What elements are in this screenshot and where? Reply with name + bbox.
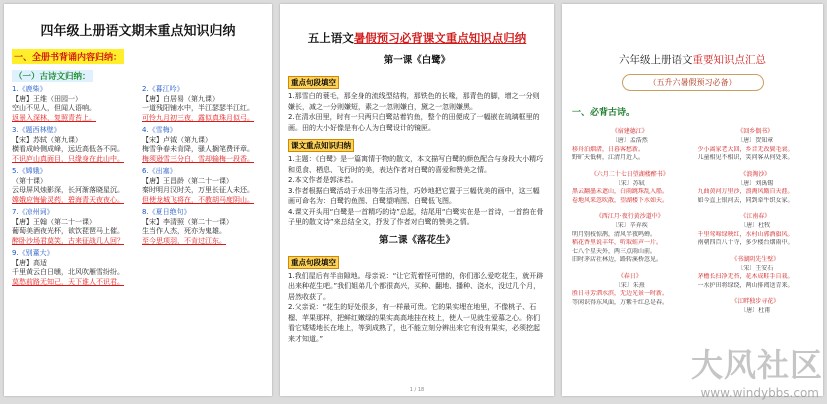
poem-block xyxy=(572,126,688,163)
poem-line: （第十课） xyxy=(12,176,47,185)
paragraph: 2.父亲说：“花生的好处很多，有一样最可贵。它的果实埋在地里，不像桃子、石榴、苹果那样，把鲜红嫩绿的果实高高地挂在枝上，使人一见就生爱慕之心。你们看它矮矮地长在地上，等到成熟了，也不能立刻分辨出来它有没有果实，必须挖起来才知道。” xyxy=(288,303,540,343)
poem-line: 莫愁前路无知己，天下谁人不识君。 xyxy=(12,277,124,286)
poem-line: 返景入深林，复照青苔上。 xyxy=(12,113,96,122)
paragraph: 3.作者根据白鹭活动于水田等生活习性，巧妙地把它置于三幅优美的画中，这三幅画可命名为：白鹭钓鱼图、白鹭望哨图、白鹭低飞图。 xyxy=(288,186,540,205)
section-heading: 一、必背古诗。 xyxy=(572,108,636,118)
poem-line: 云母屏风烛影深，长河渐落晓星沉。 xyxy=(12,186,124,194)
poem-block xyxy=(698,254,814,291)
poem-line: 胜日寻芳泗水滨，无边光景一时新。 xyxy=(572,290,669,297)
poem-line: 九曲黄河万里沙，浪淘风簸自天涯。 xyxy=(697,188,794,195)
poem-line: 【唐】王昌龄（第二十一课） xyxy=(142,176,233,185)
poem-line: 可怜九月初三夜，露似真珠月似弓。 xyxy=(142,113,254,122)
poem-block xyxy=(698,169,814,206)
poem-line: 【宋】苏轼（第九课） xyxy=(12,135,82,144)
paragraph-group xyxy=(288,91,546,133)
poem-line: 〔宋〕辛弃疾 xyxy=(611,222,648,229)
poem-line: 少小离家老大回，乡音无改鬓毛衰。 xyxy=(697,145,794,153)
poem-title: 7.《凉州词》 xyxy=(12,208,54,216)
poem-line: 七八个星天外，两三点雨山前。 xyxy=(572,247,657,255)
poem-title: 2.《暮江吟》 xyxy=(142,85,184,93)
page-number: 1 / 18 xyxy=(409,387,425,393)
poem-title: 《江南春》 xyxy=(740,213,771,220)
poem-line: 如今直上银河去，同到牵牛织女家。 xyxy=(697,196,794,204)
poem-title: 《春日》 xyxy=(617,272,642,280)
poem-line: 〔唐〕贺知章 xyxy=(737,137,774,144)
poem-line: 野旷天低树，江清月近人。 xyxy=(572,154,645,161)
poem-block xyxy=(698,126,814,163)
poem-line: 〔唐〕杜牧 xyxy=(740,222,771,229)
poem-block xyxy=(12,85,134,123)
poem-line: 至今思项羽，不肯过江东。 xyxy=(142,236,226,245)
poem-line: 醉卧沙场君莫笑，古来征战几人回？ xyxy=(12,236,124,245)
document-page-grade6 xyxy=(562,4,823,396)
paragraph: 1.主题：《白鹭》是一篇寓情于物的散文，本文描写白鹭的颜色配合与身段大小精巧和觅食、栖息、飞行时的美，表达作者对白鹭的喜爱和赞美之情。 xyxy=(288,155,544,174)
page-title: 四年级上册语文期末重点知识归纳 xyxy=(40,24,236,39)
poem-line: 黑云翻墨未遮山，白雨跳珠乱入船。 xyxy=(572,188,669,195)
poem-line: 等闲识得东风面，万紫千红总是春。 xyxy=(572,298,669,306)
poem-column-right xyxy=(698,126,814,322)
poem-line: 〔唐〕杜甫 xyxy=(740,307,771,314)
poem-block xyxy=(12,249,134,287)
poem-block xyxy=(698,296,814,316)
poem-line: 【唐】王翰（第二十一课） xyxy=(12,217,96,226)
poem-line: 葡萄美酒夜光杯，欲饮琵琶马上催。 xyxy=(12,227,124,235)
poem-block xyxy=(142,85,264,123)
poem-line: 〔宋〕苏轼 xyxy=(614,179,645,187)
poem-title: 《宿建德江》 xyxy=(611,128,648,135)
poem-title: 《江畔独步寻花》 xyxy=(731,298,780,305)
poem-title: 5.《嫦娥》 xyxy=(12,167,47,175)
poem-title: 《西江月·夜行黄沙道中》 xyxy=(595,213,664,220)
lesson-heading-2: 第二课《落花生》 xyxy=(378,234,455,246)
poem-block xyxy=(12,126,134,164)
poem-line: 稻花香里说丰年，听取蛙声一片。 xyxy=(572,239,663,246)
document-page-grade4 xyxy=(4,4,272,396)
poem-line: 秦时明月汉时关，万里长征人未还。 xyxy=(142,186,254,194)
poem-line: 梅雪争春未肯降，骚人搁笔费评章。 xyxy=(142,145,254,153)
poem-title: 1.《鹿柴》 xyxy=(12,85,47,93)
poem-line: 旧时茅店社林边，路转溪桥忽见。 xyxy=(572,256,663,263)
subtitle-badge: （五升六暑假预习必备） xyxy=(622,74,764,91)
poem-block xyxy=(12,208,134,246)
poem-title: 《回乡偶书》 xyxy=(737,128,774,135)
poem-line: 【唐】王维（田园一） xyxy=(12,94,82,103)
section-heading: 一、全册书背诵内容归纳： xyxy=(12,49,124,64)
poem-line: 卷地风来忽吹散，望湖楼下水如天。 xyxy=(572,196,669,204)
paragraph: 1.我们屋后有半亩隙地。母亲说：“让它荒着怪可惜的，你们那么爱吃花生，就开辟出来种花生吧。”我们姐弟几个都很高兴，买种、翻地、播种、浇水，没过几个月，居然收获了。 xyxy=(288,271,544,301)
poem-block xyxy=(572,169,688,206)
poem-line: 但使龙城飞将在，不教胡马度阴山。 xyxy=(142,195,254,204)
poem-line: 梅须逊雪三分白，雪却输梅一段香。 xyxy=(142,154,254,163)
poem-title: 《书湖阴先生壁》 xyxy=(731,255,780,263)
poem-grid xyxy=(12,85,264,287)
poem-line: 一道残阳铺水中，半江瑟瑟半江红。 xyxy=(142,104,254,112)
paragraph-group xyxy=(288,271,546,345)
poem-block xyxy=(12,167,134,205)
paragraph: 2.在清水田里，时有一只两只白鹭站着钓鱼，整个的田便成了一幅嵌在琉璃框里的画。田的大小好像是有心人为白鹭设计的镜匣。 xyxy=(288,113,540,132)
paragraph: 2.本文作者是郭沫若。 xyxy=(288,176,358,184)
poem-line: 【唐】高适 xyxy=(12,258,47,267)
paragraph: 4.课文开头用“白鹭是一首精巧的诗”总起，结尾用“白鹭实在是一首诗，一首韵在骨子里的散文诗”来总结全文，抒发了作者对白鹭的赞美之情。 xyxy=(288,207,544,226)
poem-title: 8.《夏日绝句》 xyxy=(142,208,191,216)
poem-title: 9.《别董大》 xyxy=(12,249,54,257)
watermark-logo: 大风社区 xyxy=(690,346,823,384)
lesson-heading-1: 第一课《白鹭》 xyxy=(383,55,451,66)
poem-line: 明月别枝惊鹊，清风半夜鸣蝉。 xyxy=(572,230,657,238)
watermark-url: www.windybbs.com xyxy=(700,386,819,400)
tag-label: 重点句段填空 xyxy=(288,256,339,269)
poem-title: 4.《雪梅》 xyxy=(142,126,177,134)
poem-line: 空山不见人，但闻人语响。 xyxy=(12,104,96,112)
poem-line: 生当作人杰，死亦为鬼雄。 xyxy=(142,227,226,235)
poem-line: 儿童相见不相识，笑问客从何处来。 xyxy=(697,154,794,161)
poem-column-left xyxy=(572,126,688,322)
poem-line: 千里黄云白日曛，北风吹雁雪纷纷。 xyxy=(12,268,124,276)
poem-line: 〔唐〕刘禹锡 xyxy=(737,179,774,187)
paragraph-group xyxy=(288,154,546,228)
tag-label: 课文重点知识归纳 xyxy=(288,139,354,152)
poem-block xyxy=(142,208,264,246)
poem-line: 【宋】李清照（第二十一课） xyxy=(142,217,233,226)
poem-block xyxy=(572,211,688,265)
poem-line: 【宋】卢钺（第九课） xyxy=(142,135,212,144)
poem-title: 《浪淘沙》 xyxy=(740,170,771,178)
poem-line: 〔宋〕朱熹 xyxy=(614,281,645,289)
poem-line: 【唐】白居易（第九课） xyxy=(142,94,219,103)
poem-line: 不识庐山真面目，只缘身在此山中。 xyxy=(12,154,124,163)
page-title: 五上语文暑假预习必背课文重点知识点归纳 xyxy=(307,31,527,45)
subsection-heading: （一）古诗文归纳： xyxy=(14,72,91,82)
poem-title: 6.《出塞》 xyxy=(142,167,177,175)
page-title: 六年级上册语文重要知识点汇总 xyxy=(619,54,766,66)
tag-label: 重点句段填空 xyxy=(288,76,339,89)
poem-block xyxy=(142,167,264,205)
poem-line: 〔宋〕王安石 xyxy=(737,264,774,272)
poem-line: 〔唐〕孟浩然 xyxy=(611,137,648,144)
poem-line: 千里莺啼绿映红，水村山郭酒旗风。 xyxy=(697,230,794,238)
poem-line: 茅檐长扫净无苔，花木成畦手自栽。 xyxy=(697,273,794,280)
poem-line: 嫦娥应悔偷灵药，碧海青天夜夜心。 xyxy=(12,195,124,204)
poem-line: 移舟泊烟渚，日暮客愁新。 xyxy=(572,145,645,153)
poem-line: 横看成岭侧成峰，远近高低各不同。 xyxy=(12,145,124,153)
poem-block xyxy=(142,126,264,164)
poem-block xyxy=(572,271,688,308)
poem-block xyxy=(698,211,814,248)
poem-columns xyxy=(572,126,813,322)
poem-line: 一水护田将绿绕，两山排闼送青来。 xyxy=(697,281,794,289)
poem-title: 3.《题西林壁》 xyxy=(12,126,61,134)
document-page-grade5 xyxy=(280,4,554,396)
paragraph: 1.那雪白的蓑毛，那全身的流线型结构，那铁色的长喙，那青色的脚，增之一分则嫌长，减之一分则嫌短，素之一忽则嫌白，黛之一忽则嫌黑。 xyxy=(288,92,540,111)
poem-title: 《六月二十七日望湖楼醉书》 xyxy=(590,170,669,178)
poem-line: 南朝四百八十寺，多少楼台烟雨中。 xyxy=(697,239,794,246)
